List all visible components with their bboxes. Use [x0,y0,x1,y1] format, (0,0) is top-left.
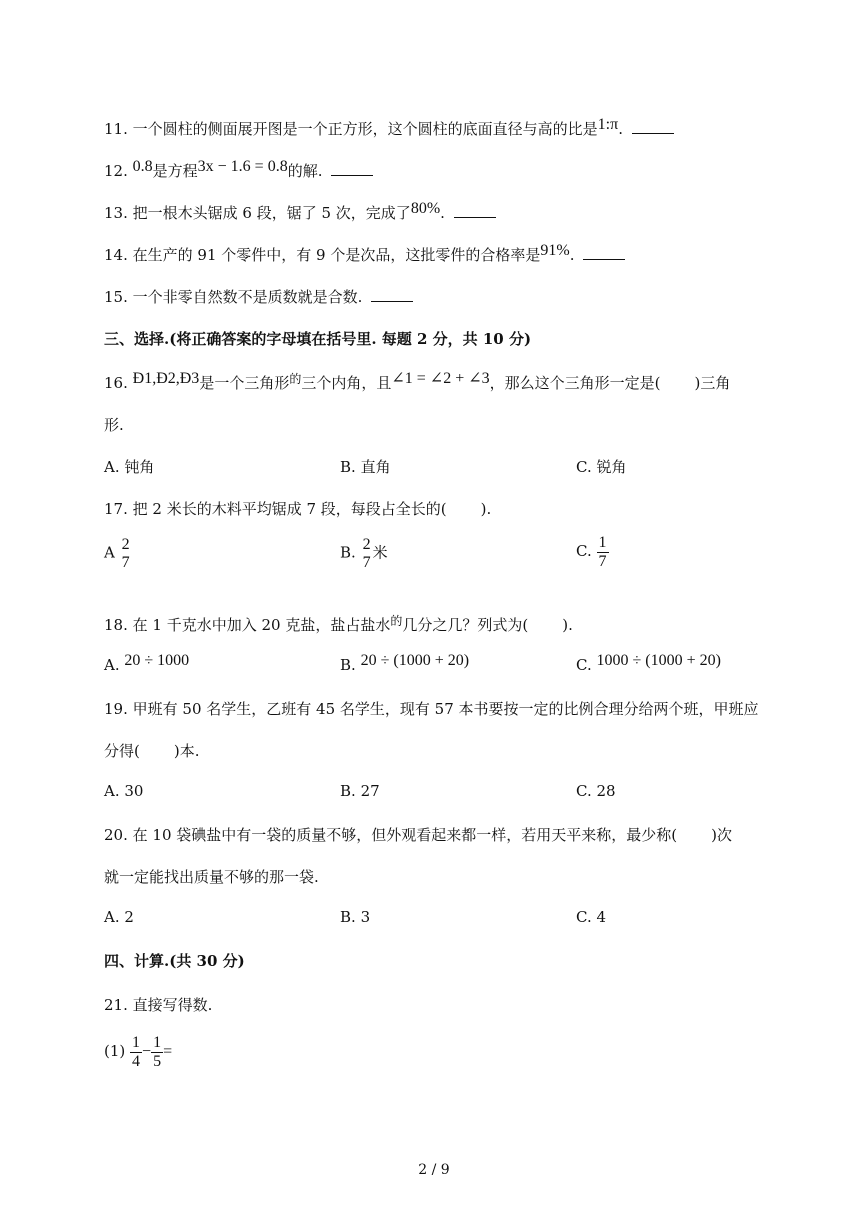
option-c[interactable]: C. 1000 ÷ (1000 + 20) [576,652,721,674]
question-19: 19. 甲班有 50 名学生，乙班有 45 名学生，现有 57 本书要按一定的比例合理分给两个班，甲班应 [104,700,759,718]
option-a[interactable]: A. 钝角 [104,458,155,476]
answer-blank[interactable] [583,247,625,260]
sub-question-21-1: (1) $\frac{1}{4}$ − $\frac{1}{5}$ = [104,1034,173,1070]
question-17: 17. 把 2 米长的木料平均锯成 7 段，每段占全长的( ). [104,500,492,518]
option-b[interactable]: B. 27 [340,782,380,800]
math-expression: 91% [540,242,570,259]
question-text: 把 2 米长的木料平均锯成 7 段，每段占全长的( [132,500,447,518]
question-text: 把一根木头锯成 6 段，锯了 5 次，完成了 [132,204,411,222]
answer-blank[interactable] [371,289,413,302]
question-19-cont: 分得( )本. [104,742,200,760]
math-expression: 0.8 [132,158,153,175]
option-b[interactable]: B. 20 ÷ (1000 + 20) [340,652,470,674]
question-20: 20. 在 10 袋碘盐中有一袋的质量不够，但外观看起来都一样，若用天平来称，最少称( )次 [104,826,732,844]
question-20-cont: 就一定能找出质量不够的那一袋. [104,868,319,886]
fraction: $\frac{1}{7}$ [598,534,607,570]
option-c[interactable]: C. 锐角 [576,458,627,476]
fraction: 2 7 [121,536,130,571]
question-16-cont: 形. [104,416,124,434]
question-text: 在生产的 91 个零件中，有 9 个是次品，这批零件的合格率是 [132,246,541,264]
option-a[interactable]: A. 30 [104,782,144,800]
fraction: 2 7 [362,536,371,571]
question-14: 14. 在生产的 91 个零件中，有 9 个是次品，这批零件的合格率是91%. [104,244,625,265]
question-text: 甲班有 50 名学生，乙班有 45 名学生，现有 57 本书要按一定的比例合理分给两个班，甲班应 [132,700,759,718]
question-18: 18. 在 1 千克水中加入 20 克盐，盐占盐水$^的$几分之几？列式为( ). [104,614,573,634]
math-expression: 80% [410,200,441,217]
option-b[interactable]: B. 3 [340,908,371,926]
math-expression: Ð1,Ð2,Ð3 [132,370,200,387]
question-text: 直接写得数. [132,996,213,1014]
question-21: 21. 直接写得数. [104,996,213,1014]
section-heading-4: 四、计算.(共 30 分) [104,952,245,970]
option-c[interactable]: C. 28 [576,782,616,800]
question-13: 13. 把一根木头锯成 6 段，锯了 5 次，完成了80%. [104,202,496,223]
answer-blank[interactable] [632,121,674,134]
question-text: 一个非零自然数不是质数就是合数. [132,288,363,306]
answer-blank[interactable] [331,163,373,176]
option-c[interactable]: C. $\frac{1}{7}$ [576,534,607,570]
question-16: 16. Ð1,Ð2,Ð3是一个三角形$^的$三个内角，且∠1 = ∠2 + ∠3，那么这个三角形一定是( )三角 [104,370,731,392]
equation: 3x − 1.6 = 0.8 [197,158,288,175]
math-expression: 1:π [597,116,619,133]
equation: ∠1 = ∠2 + ∠3 [391,370,490,387]
option-b[interactable]: B. 直角 [340,458,391,476]
question-15: 15. 一个非零自然数不是质数就是合数. [104,286,413,307]
question-text: 一个圆柱的侧面展开图是一个正方形，这个圆柱的底面直径与高的比是 [132,120,598,138]
option-b[interactable]: B. 2 7 米 [340,536,388,571]
question-12: 12. 0.8是方程3x − 1.6 = 0.8的解. [104,160,373,181]
fraction: $\frac{1}{4}$ [132,1034,141,1070]
option-a[interactable]: A 2 7 [104,536,130,571]
section-heading-3: 三、选择.(将正确答案的字母填在括号里. 每题 2 分，共 10 分) [104,330,532,348]
option-a[interactable]: A. 2 [104,908,134,926]
question-text: 在 10 袋碘盐中有一袋的质量不够，但外观看起来都一样，若用天平来称，最少称( [132,826,678,844]
fraction: $\frac{1}{5}$ [153,1034,162,1070]
option-c[interactable]: C. 4 [576,908,607,926]
page-number: 2 / 9 [418,1162,450,1178]
question-text: 在 1 千克水中加入 20 克盐，盐占盐水 [132,616,391,634]
option-a[interactable]: A. 20 ÷ 1000 [104,652,190,674]
answer-blank[interactable] [454,205,496,218]
question-11: 11. 一个圆柱的侧面展开图是一个正方形，这个圆柱的底面直径与高的比是1:π. [104,118,674,139]
